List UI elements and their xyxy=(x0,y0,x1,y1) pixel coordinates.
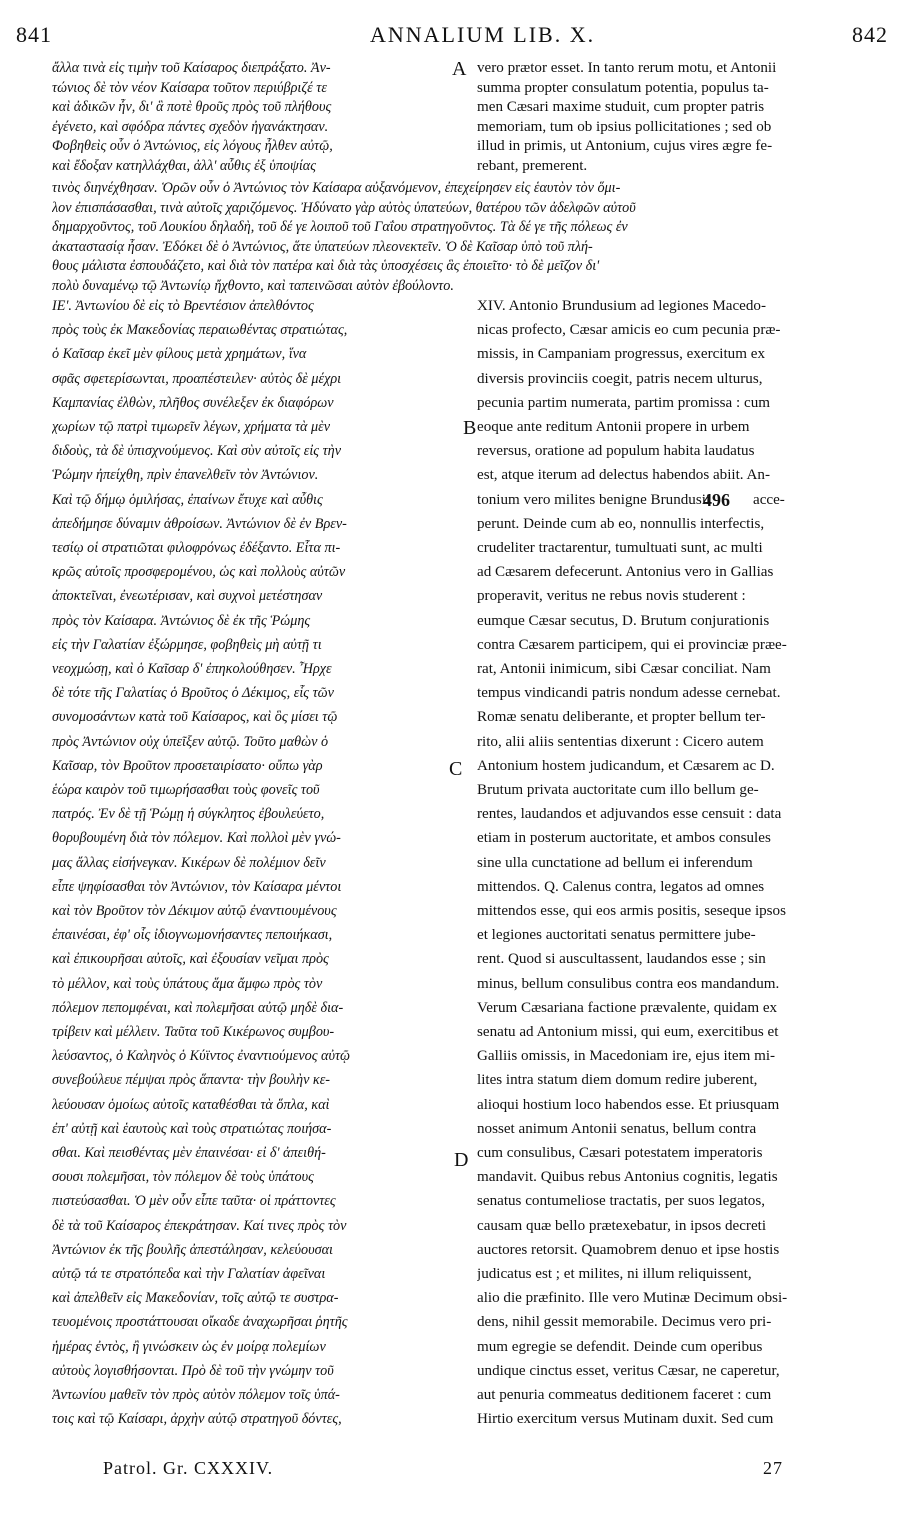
greek-line: ἀκαταστασίᾳ ἦσαν. Ἐδόκει δὲ ὁ Ἀντώνιος, ἅτε ὑπατεύων πλεονεκτεῖν. Ὁ δὲ Καῖσαρ ὑπὸ τοῦ πλή- xyxy=(52,238,593,255)
greek-line: ΙΕʹ. Ἀντωνίου δὲ εἰς τὸ Βρεντέσιον ἀπελθόντος xyxy=(52,298,314,314)
greek-line: τευομένοις προστάττουσαι οἴκαδε ἀναχωρῆσαι ῥητῆς xyxy=(52,1314,348,1331)
greek-line: δὲ τότε τῆς Γαλατίας ὁ Βροῦτος ὁ Δέκιμος, εἷς τῶν xyxy=(52,685,334,702)
latin-line: senatu ad Antonium missi, qui eum, exercitibus et xyxy=(477,1024,779,1040)
greek-line: δὲ τὰ τοῦ Καίσαρος ἐπεκράτησαν. Καί τινες πρὸς τὸν xyxy=(52,1217,347,1234)
greek-line: πιστεύσασθαι. Ὁ μὲν οὖν εἶπε ταῦτα· οἱ πράττοντες xyxy=(52,1193,336,1210)
latin-line: perunt. Deinde cum ab eo, nonnullis interfectis, xyxy=(477,515,765,532)
latin-line: Hirtio exercitum versus Mutinam duxit. Sed cum xyxy=(477,1411,774,1428)
page-number-left: 841 xyxy=(16,22,52,47)
greek-line: τεσίῳ οἱ στρατιῶται φιλοφρόνως ἐδέξαντο. Εἶτα πι- xyxy=(52,540,341,556)
greek-line: χωρίων τῷ πατρὶ τιμωρεῖν λέγων, χρήματα τὰ μὲν xyxy=(52,419,331,435)
greek-line: τοις καὶ τῷ Καίσαρι, ἀρχὴν αὐτῷ στρατηγοῦ δόντες, xyxy=(52,1411,342,1428)
latin-line: rito, alii aliis sententias dixerunt : Cicero autem xyxy=(477,733,764,750)
greek-line: τινὸς διηνέχθησαν. Ὁρῶν οὖν ὁ Ἀντώνιος τὸν Καίσαρα αὐξανόμενον, ἐπεχείρησεν εἰς ἑαυτὸν τὸν ὅμι- xyxy=(52,180,621,196)
greek-line: ἐπαινέσαι, ἐφ' οἷς ἰδιογνωμονήσαντες πεποιήκασι, xyxy=(52,927,333,944)
greek-line: καὶ ἀδικῶν ἦν, δι' ἃ ποτὲ θροῦς πρὸς τοῦ πλήθους xyxy=(52,99,332,115)
latin-line: undique cinctus esset, veritus Cæsar, ne caperetur, xyxy=(477,1362,780,1379)
greek-line: πρὸς τοὺς ἐκ Μακεδονίας περαιωθέντας στρατιώτας, xyxy=(52,322,348,339)
greek-line: αὐτῷ τά τε στρατόπεδα καὶ τὴν Γαλατίαν ἀφεῖναι xyxy=(52,1266,326,1282)
greek-line: Καὶ τῷ δήμῳ ὁμιλήσας, ἐπαίνων ἔτυχε καὶ αὖθις xyxy=(52,491,323,508)
greek-line: τρίβειν καὶ μέλλειν. Ταῦτα τοῦ Κικέρωνος συμβου- xyxy=(52,1024,335,1040)
greek-line: Ἀντώνιον ἐκ τῆς βουλῆς ἀπεστάλησαν, κελεύουσαι xyxy=(52,1241,333,1258)
latin-line: contra Cæsarem participem, qui ei provinciæ præe- xyxy=(477,636,787,653)
footer-series: Patrol. Gr. CXXXIV. xyxy=(103,1458,274,1478)
greek-line: συνομοσάντων κατὰ τοῦ Καίσαρος, καὶ ὃς μίσει τῷ xyxy=(52,709,338,726)
latin-line: causam quæ bello prætexebatur, in ipsos decreti xyxy=(477,1217,767,1234)
latin-line: Brutum privata auctoritate cum illo bellum ge- xyxy=(477,782,759,798)
latin-line: mittendos esse, qui eos armis positis, seseque ipsos xyxy=(477,903,786,919)
greek-line: αὐτοὺς λογισθήσονται. Πρὸ δὲ τοῦ τὴν γνώμην τοῦ xyxy=(52,1362,334,1379)
latin-line: summa propter consulatum potentia, populus ta- xyxy=(477,79,769,96)
margin-marker-d: D xyxy=(454,1149,469,1171)
greek-line: ἀπεδήμησε δύναμιν ἀθροίσων. Ἀντώνιον δὲ ἐν Βρεν- xyxy=(52,515,347,532)
latin-line: illud in primis, ut Antonium, cujus vires ægre fe- xyxy=(477,138,773,154)
greek-line: νεοχμώσῃ, καὶ ὁ Καῖσαρ δ' ἐπηκολούθησεν. Ἦρχε xyxy=(52,661,332,677)
latin-line: missis, in Campaniam progressus, exercitum ex xyxy=(477,346,765,363)
greek-line: συνεβούλευε πέμψαι πρὸς ἅπαντα· τὴν βουλὴν κε- xyxy=(52,1072,331,1089)
greek-line: εἰς τὴν Γαλατίαν ἐξώρμησε, φοβηθεὶς μὴ αὐτῇ τι xyxy=(52,636,322,653)
greek-line: ἄλλα τινὰ εἰς τιμὴν τοῦ Καίσαρος διεπράξατο. Ἀν- xyxy=(52,60,331,76)
latin-line: vero prætor esset. In tanto rerum motu, et Antonii xyxy=(477,60,777,76)
page-header xyxy=(0,6,918,50)
greek-line: Φοβηθεὶς οὖν ὁ Ἀντώνιος, εἰς λόγους ἦλθεν αὐτῷ, xyxy=(52,138,333,154)
greek-line: Ἀντωνίου μαθεῖν τὸν πρὸς αὐτὸν πόλεμον τοῖς ὑπά- xyxy=(52,1387,340,1403)
latin-line: et legiones auctoritati senatus permittere jube- xyxy=(477,927,756,944)
latin-line: lites intra statum diem domum redire juberent, xyxy=(477,1072,758,1089)
greek-line: λεύσαντος, ὁ Καληνὸς ὁ Κύϊντος ἐναντιούμενος αὐτῷ xyxy=(52,1048,351,1065)
latin-line: nosset animum Antonii senatus, bellum contra xyxy=(477,1120,757,1137)
greek-line: εἶπε ψηφίσασθαι τὸν Ἀντώνιον, τὸν Καίσαρα μέντοι xyxy=(52,878,342,895)
latin-line: memoriam, tum ob ipsius pollicitationes ; sed ob xyxy=(477,118,772,135)
latin-line: minus, bellum consulibus contra eos mandandum. xyxy=(477,975,780,992)
latin-line: dens, nihil gessit memorabile. Decimus vero pri- xyxy=(477,1314,772,1331)
latin-line: diversis provinciis coegit, patris necem ulturus, xyxy=(477,370,763,387)
latin-line: cum consulibus, Cæsari potestatem imperatoris xyxy=(477,1145,763,1161)
greek-line: ὁ Καῖσαρ ἐκεῖ μὲν φίλους μετὰ χρημάτων, ἵνα xyxy=(52,346,307,363)
latin-line: judicatus est ; et milites, ni illum reliquissent, xyxy=(477,1266,752,1282)
greek-line: πόλεμον πεπομφέναι, καὶ πολεμῆσαι αὐτῷ μηδὲ δια- xyxy=(52,999,344,1016)
greek-line: πολὺ δυναμένῳ τῷ Ἀντωνίῳ ἤχθοντο, καὶ ταπεινῶσαι αὐτὸν ἐβούλοντο. xyxy=(52,277,454,294)
footer-signature: 27 xyxy=(763,1458,783,1478)
greek-line: πρὸς Ἀντώνιον οὐχ ὑπεῖξεν αὐτῷ. Τοῦτο μαθὼν ὁ xyxy=(52,733,329,750)
latin-line-continuation: acce- xyxy=(753,491,785,508)
greek-line: ἑώρα καιρὸν τοῦ τιμωρήσασθαι τοὺς φονεῖς τοῦ xyxy=(52,782,320,798)
latin-line: rebant, premerent. xyxy=(477,157,588,174)
greek-line: καὶ ἔδοξαν κατηλλάχθαι, ἀλλ' αὖθις ἐξ ὑποψίας xyxy=(52,157,316,174)
greek-line: ἐγένετο, καὶ σφόδρα πάντες σχεδὸν ἠγανάκτησαν. xyxy=(52,118,329,135)
margin-marker-c: C xyxy=(449,758,463,780)
latin-line: ad Cæsarem defecerunt. Antonius vero in Gallias xyxy=(477,564,774,581)
greek-line: πρὸς τὸν Καίσαρα. Ἀντώνιος δὲ ἐκ τῆς Ῥώμης xyxy=(52,612,311,629)
latin-line: aut penuria commeatus deditionem faceret : cum xyxy=(477,1387,772,1403)
greek-line: σθαι. Καὶ πεισθέντας μὲν ἐπαινέσαι· εἰ δ' ἀπειθή- xyxy=(52,1145,326,1161)
greek-line: λον ἐπισπάσασθαι, τινὰ αὐτοῖς χαριζόμενος. Ἠδύνατο γὰρ αὐτὸς ὑπατεύων, θατέρου τῶν ἀδελφῶν αὐτοῦ xyxy=(52,199,636,216)
latin-line: pecunia partim numerata, partim promissa : cum xyxy=(477,394,770,411)
greek-line: καὶ ἐπικουρῆσαι αὐτοῖς, καὶ ἐξουσίαν νεῖμαι πρὸς xyxy=(52,951,329,968)
latin-line: mum egregie se defendit. Deinde cum operibus xyxy=(477,1338,763,1355)
margin-marker-a: A xyxy=(452,58,467,80)
latin-line: alio die præfinito. Ille vero Mutinæ Decimum obsi- xyxy=(477,1290,788,1307)
latin-line: rentes, laudandos et adjuvandos esse censuit : data xyxy=(477,806,782,823)
latin-line: auctores retorsit. Quamobrem denuo et ipse hostis xyxy=(477,1241,780,1258)
greek-line: σφᾶς σφετερίσωνται, προαπέστειλεν· αὐτὸς δὲ μέχρι xyxy=(52,370,342,387)
latin-line: properavit, veritus ne rebus novis studerent : xyxy=(477,588,746,605)
latin-line: Romæ senatu deliberante, et propter bellum ter- xyxy=(477,709,766,726)
greek-line: λεύουσαν ὁμοίως αὐτοῖς καταθέσθαι τὰ ὅπλα, καὶ xyxy=(52,1096,330,1113)
latin-line: etiam in posterum auctoritate, et ambos consules xyxy=(477,830,771,847)
latin-line: nicas profecto, Cæsar amicis eo cum pecunia præ- xyxy=(477,322,781,339)
page-number-right: 842 xyxy=(852,22,888,47)
greek-line: Καῖσαρ, τὸν Βροῦτον προσεταιρίσατο· οὔπω γὰρ xyxy=(52,757,323,774)
latin-line: rat, Antonii inimicum, sibi Cæsar conciliat. Nam xyxy=(477,661,771,677)
latin-line: crudeliter tractarentur, tumultuati sunt, ac multi xyxy=(477,540,763,556)
latin-line: alioqui hostium loco habendos esse. Et priusquam xyxy=(477,1096,780,1113)
greek-line: θορυβουμένη διὰ τὸν πόλεμον. Καὶ πολλοὶ μὲν γνώ- xyxy=(52,830,341,847)
greek-line: σουσι πολεμῆσαι, τὸν πόλεμον δὲ τοὺς ὑπάτους xyxy=(52,1169,314,1186)
greek-line: ἀποκτεῖναι, ἐνεωτέρισαν, καὶ συχνοὶ μετέστησαν xyxy=(52,588,323,605)
latin-line: eumque Cæsar secutus, D. Brutum conjurationis xyxy=(477,612,770,629)
greek-line: τώνιος δὲ τὸν νέον Καίσαρα τοῦτον περιύβριζέ τε xyxy=(52,79,327,96)
greek-line: μας ἄλλας εἰσήνεγκαν. Κικέρων δὲ πολέμιον δεῖν xyxy=(52,854,326,871)
latin-line: eoque ante reditum Antonii propere in urbem xyxy=(477,419,750,435)
greek-line: πατρός. Ἐν δὲ τῇ Ῥώμῃ ἡ σύγκλητος ἐβουλεύετο, xyxy=(52,806,325,823)
latin-line: mandavit. Quibus rebus Antonius cognitis, legatis xyxy=(477,1169,778,1186)
latin-line: men Cæsari maxime studuit, cum propter patris xyxy=(477,99,765,115)
latin-line: XIV. Antonio Brundusium ad legiones Macedo- xyxy=(477,298,766,314)
greek-line: καὶ ἀπελθεῖν εἰς Μακεδονίαν, τοῖς αὐτῷ τε συστρα- xyxy=(52,1290,339,1307)
latin-line: mittendos. Q. Calenus contra, legatos ad omnes xyxy=(477,878,765,895)
latin-line: reversus, oratione ad populum habita laudatus xyxy=(477,443,755,460)
greek-line: Ῥώμην ἠπείχθη, πρὶν ἐπανελθεῖν τὸν Ἀντώνιον. xyxy=(52,467,319,484)
greek-line: κρῶς αὐτοῖς προσφερομένου, ὡς καὶ πολλοὺς αὐτῶν xyxy=(52,564,346,581)
latin-line: tempus vindicandi patris nondum adesse cernebat. xyxy=(477,685,781,702)
greek-line: ἐπ' αὐτῇ καὶ ἑαυτοὺς καὶ τοὺς στρατιώτας ποιήσα- xyxy=(52,1120,332,1137)
latin-line: Verum Cæsariana factione prævalente, quidam ex xyxy=(477,999,778,1016)
latin-line: Antonium hostem judicandum, et Cæsarem ac D. xyxy=(477,757,775,774)
inline-page-number: 496 xyxy=(703,489,730,510)
latin-line: est, atque iterum ad delectus habendos abiit. An- xyxy=(477,467,770,484)
greek-line: δημαρχοῦντος, τοῦ Λουκίου δηλαδὴ, τοῦ δέ γε λοιποῦ τοῦ Γαΐου στρατηγοῦντος. Τὰ δέ γε τῆς πόλεως ἐν xyxy=(52,219,628,235)
latin-line: Galliis omissis, in Macedoniam ire, ejus item mi- xyxy=(477,1048,776,1065)
latin-line: rent. Quod si auscultassent, laudandos esse ; sin xyxy=(477,951,766,968)
greek-line: ἡμέρας ἐντὸς, ἢ γινώσκειν ὡς ἐν μοίρᾳ πολεμίων xyxy=(52,1338,326,1355)
latin-line: sine ulla cunctatione ad bellum ei inferendum xyxy=(477,854,753,871)
greek-line: καὶ τὸν Βροῦτον τὸν Δέκιμον αὐτῷ ἐναντιουμένους xyxy=(52,903,337,919)
running-title: ANNALIUM LIB. X. xyxy=(370,22,596,47)
greek-line: διδοὺς, τὰ δὲ ὑπισχνούμενος. Καὶ σὺν αὐτοῖς εἰς τὴν xyxy=(52,443,342,460)
latin-line: tonium vero milites benigne Brundusii 496 acce- xyxy=(477,489,785,510)
margin-marker-b: B xyxy=(463,417,477,439)
greek-line: τὸ μέλλον, καὶ τοὺς ὑπάτους ἅμα ἄμφω πρὸς τὸν xyxy=(52,975,323,992)
greek-line: Καμπανίας ἐλθὼν, πλῆθος συνέλεξεν ἐκ διαφόρων xyxy=(52,394,334,411)
greek-line: θους μάλιστα ἐσπουδάζετο, καὶ διὰ τὸν πατέρα καὶ διὰ τὰς ὑποσχέσεις ἃς ἐποιεῖτο· τὸ δὲ μεῖζον δι' xyxy=(52,258,600,274)
latin-line: senatus contumeliose tractatis, per suos legatos, xyxy=(477,1193,765,1210)
